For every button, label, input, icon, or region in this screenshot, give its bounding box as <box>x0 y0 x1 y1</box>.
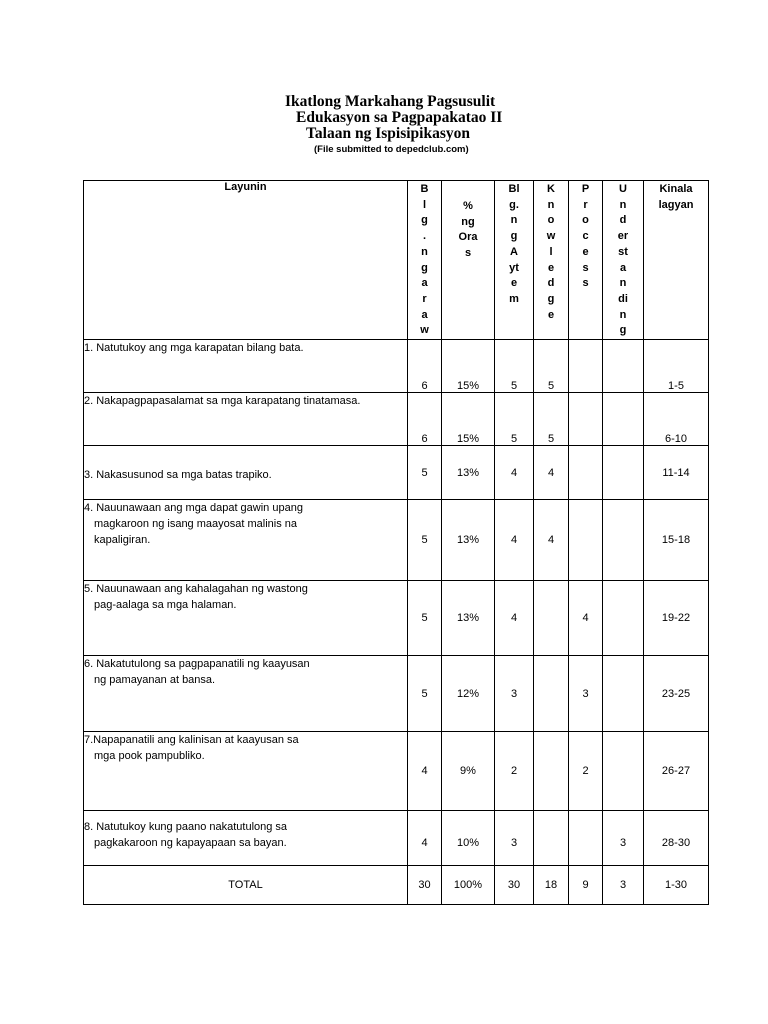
objective-line: 6. Nakatutulong sa pagpapanatili ng kaayusan <box>84 658 310 671</box>
header-fragment: n <box>421 245 428 258</box>
aytem-cell: 5 <box>495 393 534 446</box>
header-fragment: d <box>547 277 555 290</box>
header-fragment: s <box>582 261 589 274</box>
understanding-cell <box>603 732 644 811</box>
objective-line: 3. Nakasusunod sa mga batas trapiko. <box>84 468 272 481</box>
total-pct: 100% <box>442 866 495 905</box>
header-fragment: d <box>619 214 627 227</box>
header-fragment: g <box>421 261 428 274</box>
header-fragment: n <box>510 214 518 227</box>
col-header-blg-aytem <box>495 181 534 340</box>
header-fragment: s <box>464 247 472 260</box>
header-fragment: r <box>422 292 427 305</box>
understanding-cell <box>603 446 644 500</box>
header-fragment: Ora <box>458 231 478 244</box>
knowledge-cell: 5 <box>534 340 569 393</box>
objective-line: 7.Napapanatili ang kalinisan at kaayusan sa <box>84 734 299 747</box>
location-cell: 19-22 <box>644 581 709 656</box>
understanding-cell <box>603 656 644 732</box>
pct-cell: 10% <box>442 811 495 866</box>
pct-cell: 13% <box>442 500 495 581</box>
process-cell: 3 <box>569 656 603 732</box>
process-cell: 2 <box>569 732 603 811</box>
header-fragment: a <box>619 261 627 274</box>
header-fragment: e <box>547 308 555 321</box>
understanding-cell <box>603 340 644 393</box>
objective-line: mga pook pampubliko. <box>94 750 205 763</box>
objective-line: 5. Nauunawaan ang kahalagahan ng wastong <box>84 583 308 596</box>
aytem-cell: 4 <box>495 500 534 581</box>
total-aytem: 30 <box>495 866 534 905</box>
knowledge-cell <box>534 656 569 732</box>
objective-cell <box>84 500 408 581</box>
understanding-cell <box>603 500 644 581</box>
total-knowledge: 18 <box>534 866 569 905</box>
objective-cell <box>84 656 408 732</box>
araw-cell: 6 <box>408 340 442 393</box>
header-fragment: e <box>582 245 589 258</box>
location-cell: 15-18 <box>644 500 709 581</box>
total-row <box>84 866 709 905</box>
col-header-understanding-stack <box>603 181 643 339</box>
header-fragment: er <box>617 230 629 243</box>
header-fragment: U <box>619 183 627 195</box>
col-header-blg-araw-stack <box>408 181 441 339</box>
objective-cell <box>84 340 408 393</box>
header-fragment: w <box>546 230 556 243</box>
objective-line: pagkakaroon ng kapayapaan sa bayan. <box>94 837 287 850</box>
header-fragment: B <box>420 183 429 195</box>
araw-cell: 5 <box>408 656 442 732</box>
col-header-pct-oras-stack <box>442 198 494 262</box>
col-header-process <box>569 181 603 340</box>
total-araw: 30 <box>408 866 442 905</box>
header-fragment: g. <box>509 198 519 211</box>
objective-line: 4. Nauunawaan ang mga dapat gawin upang <box>84 502 303 515</box>
header-fragment: w <box>420 324 429 337</box>
knowledge-cell: 5 <box>534 393 569 446</box>
objective-cell <box>84 811 408 866</box>
objective-cell <box>84 446 408 500</box>
aytem-cell: 2 <box>495 732 534 811</box>
objective-line: 2. Nakapagpapasalamat sa mga karapatang tinatamasa. <box>84 395 361 408</box>
pct-cell: 12% <box>442 656 495 732</box>
header-fragment: l <box>422 198 427 211</box>
process-cell <box>569 446 603 500</box>
objective-line: 8. Natutukoy kung paano nakatutulong sa <box>84 821 288 834</box>
location-cell: 6-10 <box>644 393 709 446</box>
location-cell: 11-14 <box>644 446 709 500</box>
araw-cell: 4 <box>408 811 442 866</box>
table-row <box>84 340 709 393</box>
col-header-understanding <box>603 181 644 340</box>
araw-cell: 5 <box>408 500 442 581</box>
header-fragment: ng <box>461 215 475 228</box>
source-note: (File submitted to depedclub.com) <box>314 144 469 155</box>
header-fragment: st <box>618 245 628 258</box>
header-fragment: e <box>547 261 555 274</box>
araw-cell: 5 <box>408 581 442 656</box>
location-cell: 1-5 <box>644 340 709 393</box>
col-header-blg-aytem-stack <box>495 181 533 308</box>
table-row <box>84 732 709 811</box>
total-location: 1-30 <box>644 866 709 905</box>
understanding-cell <box>603 581 644 656</box>
header-fragment: P <box>581 183 590 195</box>
table-title: Talaan ng Ispisipikasyon <box>306 125 470 142</box>
header-fragment: n <box>619 198 627 211</box>
header-fragment: K <box>547 183 555 195</box>
header-fragment: A <box>510 245 518 258</box>
knowledge-cell: 4 <box>534 446 569 500</box>
header-row <box>84 181 709 340</box>
aytem-cell: 3 <box>495 811 534 866</box>
objective-line: 1. Natutukoy ang mga karapatan bilang bata. <box>84 342 304 355</box>
araw-cell: 5 <box>408 446 442 500</box>
objective-line: pag-aalaga sa mga halaman. <box>94 599 237 612</box>
table-row <box>84 656 709 732</box>
header-fragment: e <box>510 277 518 290</box>
pct-cell: 9% <box>442 732 495 811</box>
araw-cell: 6 <box>408 393 442 446</box>
col-header-process-stack <box>569 181 602 292</box>
pct-cell: 13% <box>442 446 495 500</box>
table-row <box>84 500 709 581</box>
col-header-kinalalagyan-stack <box>644 181 708 213</box>
header-fragment: g <box>619 324 627 337</box>
header-fragment: g <box>510 230 518 243</box>
objective-cell <box>84 732 408 811</box>
knowledge-cell: 4 <box>534 500 569 581</box>
header-fragment: n <box>619 277 627 290</box>
header-fragment: o <box>547 214 555 227</box>
pct-cell: 15% <box>442 393 495 446</box>
total-process: 9 <box>569 866 603 905</box>
header-fragment: l <box>549 245 553 258</box>
total-understanding: 3 <box>603 866 644 905</box>
header-fragment: n <box>619 308 627 321</box>
objective-cell <box>84 581 408 656</box>
header-fragment: a <box>421 277 428 290</box>
table-row <box>84 393 709 446</box>
col-header-blg-araw <box>408 181 442 340</box>
table-row <box>84 581 709 656</box>
knowledge-cell <box>534 581 569 656</box>
objective-line: magkaroon ng isang maayosat malinis na <box>94 518 298 531</box>
objective-cell <box>84 393 408 446</box>
table-row <box>84 446 709 500</box>
header-fragment: r <box>583 198 588 211</box>
subject-title: Edukasyon sa Pagpapakatao II <box>296 109 503 126</box>
aytem-cell: 4 <box>495 581 534 656</box>
header-fragment: di <box>618 292 628 305</box>
knowledge-cell <box>534 811 569 866</box>
aytem-cell: 4 <box>495 446 534 500</box>
specification-table <box>83 180 709 905</box>
process-cell <box>569 340 603 393</box>
col-header-knowledge <box>534 181 569 340</box>
header-fragment: o <box>582 214 589 227</box>
header-fragment: % <box>463 200 473 212</box>
header-fragment: n <box>547 198 555 211</box>
header-fragment: g <box>421 214 428 227</box>
understanding-cell <box>603 393 644 446</box>
header-fragment: m <box>509 292 519 305</box>
process-cell <box>569 500 603 581</box>
process-cell <box>569 393 603 446</box>
process-cell <box>569 811 603 866</box>
location-cell: 28-30 <box>644 811 709 866</box>
col-header-knowledge-stack <box>534 181 568 323</box>
location-cell: 26-27 <box>644 732 709 811</box>
header-fragment: . <box>422 230 427 243</box>
header-fragment: yt <box>509 261 519 274</box>
total-label: TOTAL <box>84 866 408 905</box>
objective-line: kapaligiran. <box>94 534 151 547</box>
pct-cell: 13% <box>442 581 495 656</box>
aytem-cell: 3 <box>495 656 534 732</box>
header-fragment: Bl <box>508 183 520 195</box>
col-header-pct-oras <box>442 181 495 340</box>
header-fragment: a <box>421 308 428 321</box>
header-fragment: s <box>582 277 589 290</box>
header-fragment: lagyan <box>658 198 694 211</box>
process-cell: 4 <box>569 581 603 656</box>
col-header-layunin: Layunin <box>84 181 408 340</box>
location-cell: 23-25 <box>644 656 709 732</box>
understanding-cell: 3 <box>603 811 644 866</box>
knowledge-cell <box>534 732 569 811</box>
header-fragment: g <box>547 292 555 305</box>
header-fragment: c <box>582 230 589 243</box>
header-fragment: Kinala <box>659 183 693 195</box>
document-title: Ikatlong Markahang Pagsusulit <box>285 93 496 110</box>
table-row <box>84 811 709 866</box>
araw-cell: 4 <box>408 732 442 811</box>
objective-line: ng pamayanan at bansa. <box>94 674 216 687</box>
pct-cell: 15% <box>442 340 495 393</box>
aytem-cell: 5 <box>495 340 534 393</box>
col-header-kinalalagyan <box>644 181 709 340</box>
